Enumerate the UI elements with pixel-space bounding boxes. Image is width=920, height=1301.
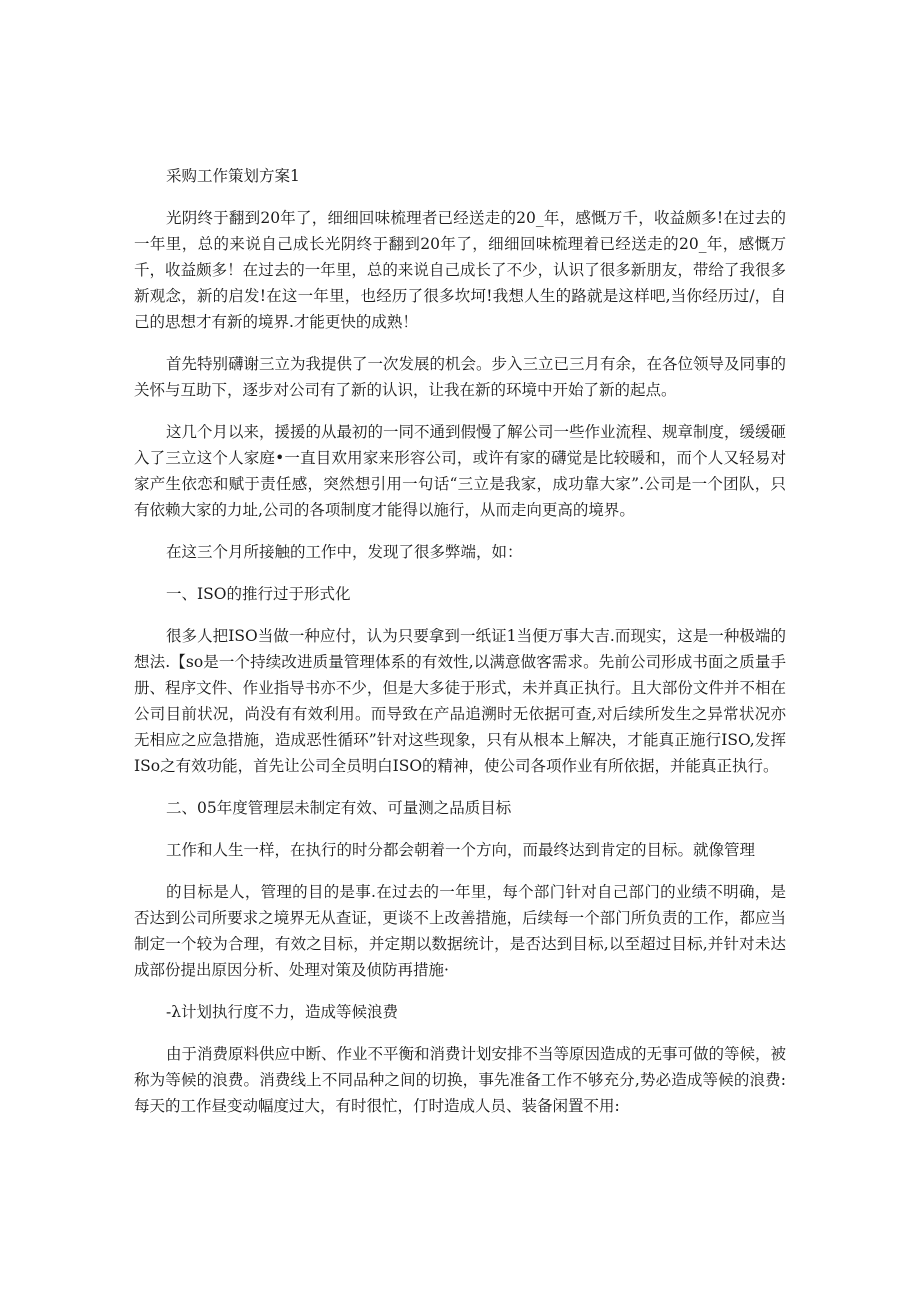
section-heading-quality-goals: 二、05年度管理层未制定有效、可量测之品质目标: [166, 799, 512, 817]
section-heading-plan-execution: -λ计划执行度不力，造成等候浪费: [166, 1003, 399, 1021]
paragraph-thanks: 首先特别礴谢三立为我提供了一次发展的机会。步入三立已三月有余，在各位领导及同事的关怀与互助下，逐步对公司有了新的认识，让我在新的环境中开始了新的起点。: [134, 355, 787, 399]
document-body: [134, 163, 786, 1135]
paragraph-management-goals: 的目标是人，管理的目的是事.在过去的一年里，每个部门针对自己部门的业绩不明确，是否达到公司所要求之境界无从查证，更谈不上改善措施，后续每一个部门所负责的工作，都应当制定一个较为合理，有效之目标，并定期以数据统计，是否达到目标,以至超过目标,并针对未达成部份提出原因分析、处理对策及侦防再措施·: [134, 883, 786, 979]
paragraph-issues-intro: 在这三个月所接触的工作中，发现了很多弊端，如：: [166, 543, 523, 561]
paragraph-iso: 很多人把ISO当做一种应付，认为只要拿到一纸证1当便万事大吉.而现实，这是一种极端的想法.【so是一个持续改进质量管理体系的有效性,以满意做客需求。先前公司形成书面之质量手册、程序文件、作业指导书亦不少，但是大多徒于形式，未并真正执行。且大部份文件并不相在公司目前状况，尚没有有效利用。而导致在产品追溯时无依据可查,对后续所发生之异常状况亦无相应之应急措施，造成恶性循环”针对这些现象，只有从根本上解决，才能真正施行ISO,发挥ISo之有效功能，首先让公司全员明白ISO的精神，使公司各项作业有所依据，并能真正执行。: [134, 627, 786, 775]
document-title: 采购工作策划方案1: [166, 167, 300, 185]
paragraph-intro: 光阴终于翻到20年了，细细回味梳理者已经送走的20_年，感慨万千，收益颇多!在过去的一年里，总的来说自己成长光阴终于翻到20年了，细细回味梳理着已经送走的20_年，感慨万千，收益颇多！在过去的一年里，总的来说自己成长了不少，认识了很多新朋友，带给了我很多新观念，新的启发!在这一年里，也经历了很多坎坷!我想人生的路就是这样吧,当你经历过/，自己的思想才有新的境界.才能更快的成熟！: [134, 209, 786, 331]
paragraph-waiting-waste: 由于消费原料供应中断、作业不平衡和消费计划安排不当等原因造成的无事可做的等候，被称为等候的浪费。消费线上不同品种之间的切换，事先准备工作不够充分,势必造成等候的浪费:每天的工作昼变动幅度过大，有时很忙，仃时造成人员、装备闲置不用:: [134, 1045, 787, 1115]
paragraph-months: 这几个月以来，援援的从最初的一同不通到假慢了解公司一些作业流程、规章制度，缓缓砸入了三立这个人家庭•一直目欢用家来形容公司，或许有家的礴觉是比较暖和，而个人又轻易对家产生依恋和赋于责任感，突然想引用一句话“三立是我家，成功靠大家”.公司是一个团队，只有依赖大家的力址,公司的各项制度才能得以施行，从而走向更高的境界。: [134, 423, 787, 519]
section-heading-iso: 一、ISO的推行过于形式化: [166, 585, 351, 603]
paragraph-work-life: 工作和人生一样，在执行的时分都会朝着一个方向，而最终达到肯定的目标。就像管理: [166, 841, 756, 859]
